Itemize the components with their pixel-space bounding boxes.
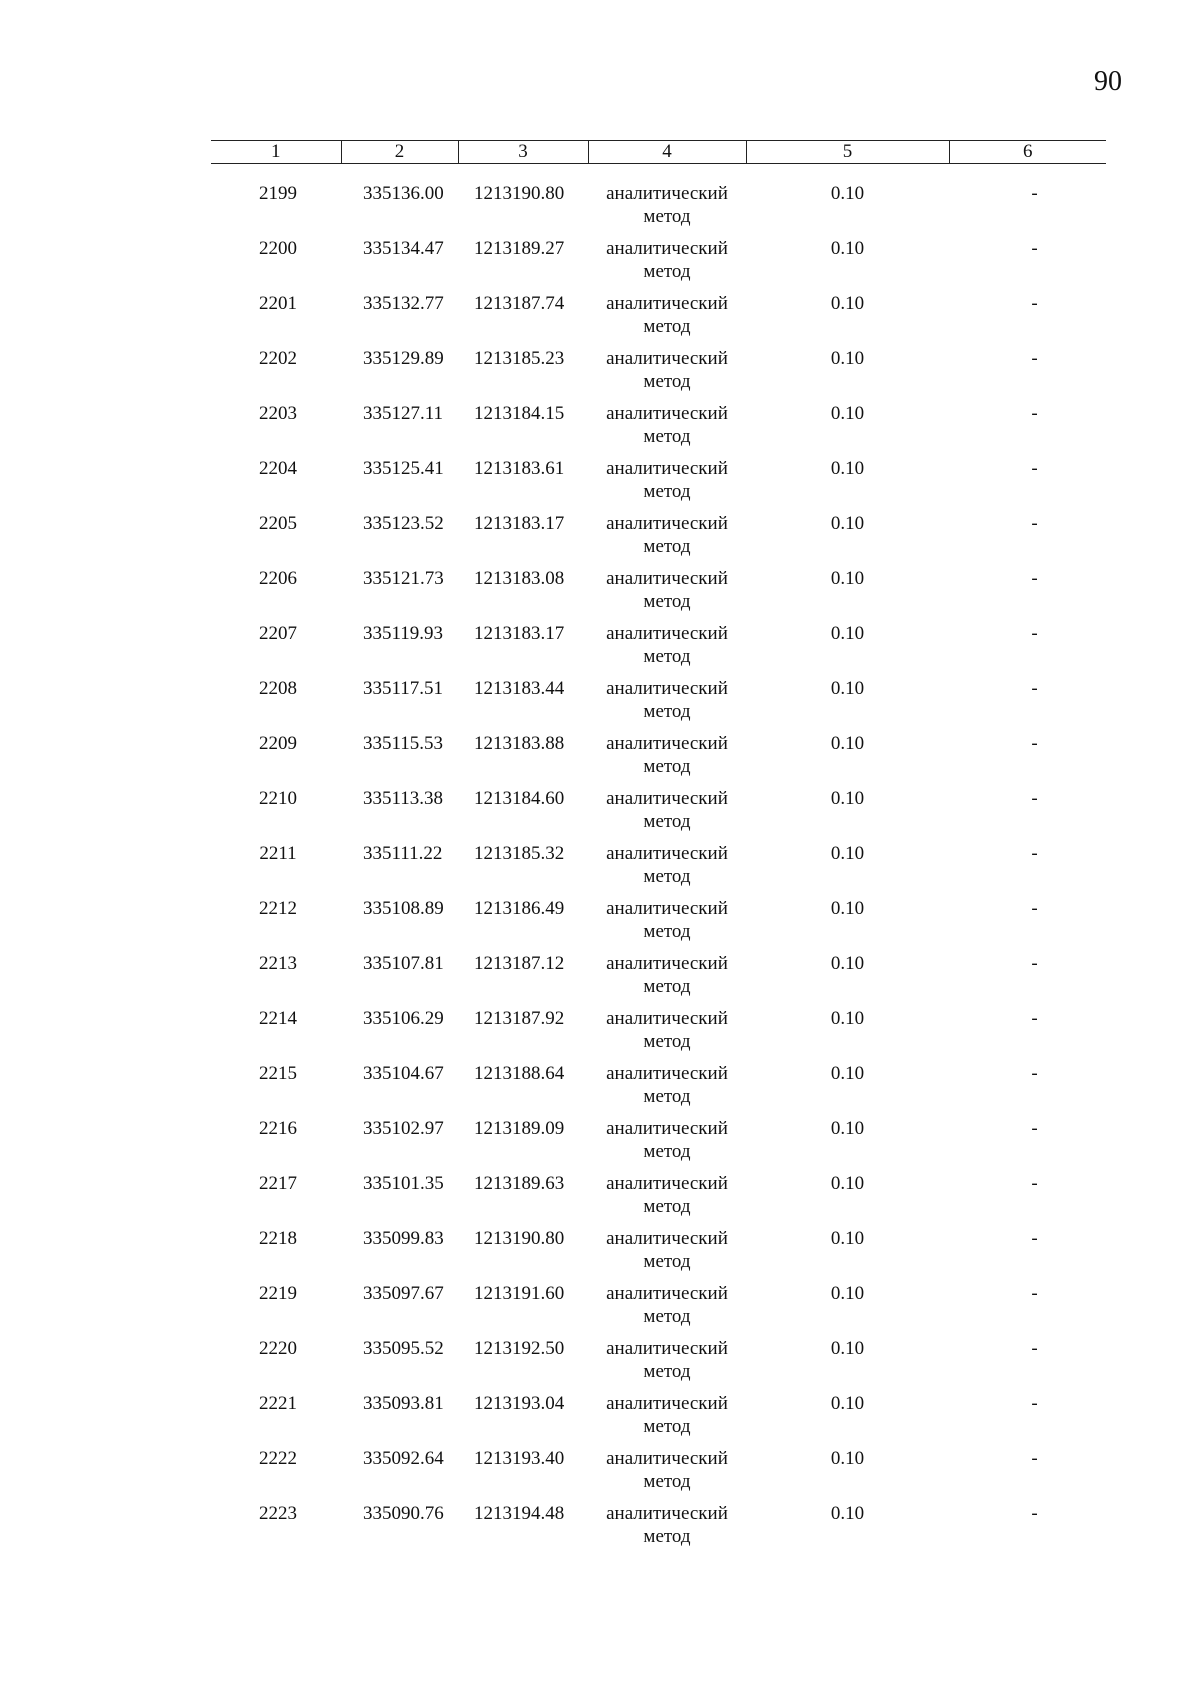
x-coordinate-cell: 335104.67: [363, 1063, 444, 1084]
accuracy-cell: 0.10: [830, 678, 865, 699]
y-coordinate-cell: 1213183.08: [474, 568, 565, 589]
method-cell: [588, 677, 746, 732]
method-cell: [588, 622, 746, 677]
table-row: [211, 677, 1106, 732]
method-line-1: аналитический: [606, 513, 728, 534]
note-cell: -: [1031, 1503, 1038, 1524]
note-cell: -: [1031, 1118, 1038, 1139]
method-line-1: аналитический: [606, 788, 728, 809]
y-coordinate-cell: 1213193.04: [474, 1393, 565, 1414]
accuracy-cell: 0.10: [830, 568, 865, 589]
y-coordinate-cell: 1213190.80: [474, 183, 565, 204]
y-coordinate-cell: 1213188.64: [474, 1063, 565, 1084]
x-coordinate-cell: 335108.89: [363, 898, 444, 919]
method-line-1: аналитический: [606, 623, 728, 644]
x-coordinate-cell: 335097.67: [363, 1283, 444, 1304]
note-cell: -: [1031, 183, 1038, 204]
table-row: [211, 1227, 1106, 1282]
method-cell: [588, 292, 746, 347]
method-cell: [588, 1062, 746, 1117]
y-coordinate-cell: 1213186.49: [474, 898, 565, 919]
page-number: 90: [1094, 66, 1122, 97]
method-cell: [588, 732, 746, 787]
accuracy-cell: 0.10: [830, 1503, 865, 1524]
note-cell: -: [1031, 733, 1038, 754]
method-line-1: аналитический: [606, 953, 728, 974]
method-line-1: аналитический: [606, 1393, 728, 1414]
y-coordinate-cell: 1213187.12: [474, 953, 565, 974]
coordinates-table-container: [211, 140, 1106, 1557]
y-coordinate-cell: 1213183.88: [474, 733, 565, 754]
header-col-3: 3: [458, 141, 588, 164]
method-line-1: аналитический: [606, 1283, 728, 1304]
method-line-1: аналитический: [606, 348, 728, 369]
x-coordinate-cell: 335099.83: [363, 1228, 444, 1249]
method-cell: [588, 1172, 746, 1227]
header-row: [211, 141, 1106, 164]
table-row: [211, 512, 1106, 567]
note-cell: -: [1031, 1283, 1038, 1304]
point-number-cell: 2205: [259, 513, 297, 534]
point-number-cell: 2208: [259, 678, 297, 699]
table-row: [211, 567, 1106, 622]
note-cell: -: [1031, 348, 1038, 369]
point-number-cell: 2222: [259, 1448, 297, 1469]
accuracy-cell: 0.10: [830, 1008, 865, 1029]
x-coordinate-cell: 335127.11: [363, 403, 444, 424]
method-line-2: метод: [643, 206, 691, 227]
point-number-cell: 2218: [259, 1228, 297, 1249]
point-number-cell: 2204: [259, 458, 297, 479]
accuracy-cell: 0.10: [830, 403, 865, 424]
accuracy-cell: 0.10: [830, 458, 865, 479]
method-cell: [588, 457, 746, 512]
method-line-2: метод: [643, 646, 691, 667]
method-line-1: аналитический: [606, 1503, 728, 1524]
method-cell: [588, 952, 746, 1007]
table-row: [211, 1337, 1106, 1392]
table-row: [211, 237, 1106, 292]
method-line-2: метод: [643, 261, 691, 282]
note-cell: -: [1031, 293, 1038, 314]
accuracy-cell: 0.10: [830, 843, 865, 864]
note-cell: -: [1031, 1063, 1038, 1084]
note-cell: -: [1031, 1393, 1038, 1414]
method-line-2: метод: [643, 866, 691, 887]
point-number-cell: 2220: [259, 1338, 297, 1359]
method-line-2: метод: [643, 1361, 691, 1382]
method-line-1: аналитический: [606, 1173, 728, 1194]
note-cell: -: [1031, 953, 1038, 974]
x-coordinate-cell: 335134.47: [363, 238, 444, 259]
accuracy-cell: 0.10: [830, 953, 865, 974]
method-cell: [588, 512, 746, 567]
accuracy-cell: 0.10: [830, 1118, 865, 1139]
x-coordinate-cell: 335121.73: [363, 568, 444, 589]
point-number-cell: 2201: [259, 293, 297, 314]
note-cell: -: [1031, 403, 1038, 424]
table-row: [211, 1117, 1106, 1172]
accuracy-cell: 0.10: [830, 1173, 865, 1194]
point-number-cell: 2211: [259, 843, 297, 864]
header-col-5: 5: [746, 141, 949, 164]
table-row: [211, 952, 1106, 1007]
x-coordinate-cell: 335129.89: [363, 348, 444, 369]
method-line-2: метод: [643, 316, 691, 337]
note-cell: -: [1031, 843, 1038, 864]
accuracy-cell: 0.10: [830, 238, 865, 259]
x-coordinate-cell: 335101.35: [363, 1173, 444, 1194]
point-number-cell: 2215: [259, 1063, 297, 1084]
x-coordinate-cell: 335095.52: [363, 1338, 444, 1359]
point-number-cell: 2221: [259, 1393, 297, 1414]
method-line-1: аналитический: [606, 183, 728, 204]
x-coordinate-cell: 335093.81: [363, 1393, 444, 1414]
method-line-2: метод: [643, 1196, 691, 1217]
method-line-1: аналитический: [606, 568, 728, 589]
method-cell: [588, 237, 746, 292]
table-row: [211, 1447, 1106, 1502]
method-line-2: метод: [643, 701, 691, 722]
table-row: [211, 457, 1106, 512]
y-coordinate-cell: 1213183.17: [474, 513, 565, 534]
note-cell: -: [1031, 1228, 1038, 1249]
note-cell: -: [1031, 1173, 1038, 1194]
accuracy-cell: 0.10: [830, 293, 865, 314]
point-number-cell: 2216: [259, 1118, 297, 1139]
table-row: [211, 402, 1106, 457]
note-cell: -: [1031, 1448, 1038, 1469]
note-cell: -: [1031, 513, 1038, 534]
note-cell: -: [1031, 1338, 1038, 1359]
accuracy-cell: 0.10: [830, 1283, 865, 1304]
method-cell: [588, 842, 746, 897]
method-line-1: аналитический: [606, 1118, 728, 1139]
accuracy-cell: 0.10: [830, 1063, 865, 1084]
table-row: [211, 1282, 1106, 1337]
note-cell: -: [1031, 678, 1038, 699]
method-line-1: аналитический: [606, 1063, 728, 1084]
method-cell: [588, 897, 746, 952]
accuracy-cell: 0.10: [830, 1338, 865, 1359]
x-coordinate-cell: 335123.52: [363, 513, 444, 534]
point-number-cell: 2209: [259, 733, 297, 754]
y-coordinate-cell: 1213185.23: [474, 348, 565, 369]
y-coordinate-cell: 1213192.50: [474, 1338, 565, 1359]
method-line-2: метод: [643, 1306, 691, 1327]
method-line-1: аналитический: [606, 898, 728, 919]
point-number-cell: 2210: [259, 788, 297, 809]
method-line-1: аналитический: [606, 293, 728, 314]
header-col-1: 1: [211, 141, 341, 164]
y-coordinate-cell: 1213189.63: [474, 1173, 565, 1194]
method-line-2: метод: [643, 1251, 691, 1272]
method-line-2: метод: [643, 481, 691, 502]
x-coordinate-cell: 335125.41: [363, 458, 444, 479]
note-cell: -: [1031, 1008, 1038, 1029]
method-cell: [588, 1502, 746, 1557]
header-col-6: 6: [949, 141, 1106, 164]
y-coordinate-cell: 1213185.32: [474, 843, 565, 864]
x-coordinate-cell: 335117.51: [363, 678, 444, 699]
method-line-1: аналитический: [606, 733, 728, 754]
table-row: [211, 1392, 1106, 1447]
y-coordinate-cell: 1213187.74: [474, 293, 565, 314]
y-coordinate-cell: 1213187.92: [474, 1008, 565, 1029]
x-coordinate-cell: 335107.81: [363, 953, 444, 974]
y-coordinate-cell: 1213193.40: [474, 1448, 565, 1469]
accuracy-cell: 0.10: [830, 733, 865, 754]
method-line-2: метод: [643, 591, 691, 612]
note-cell: -: [1031, 788, 1038, 809]
table-row: [211, 1062, 1106, 1117]
table-row: [211, 622, 1106, 677]
x-coordinate-cell: 335119.93: [363, 623, 444, 644]
table-row: [211, 182, 1106, 237]
method-cell: [588, 402, 746, 457]
method-line-1: аналитический: [606, 1228, 728, 1249]
header-col-4: 4: [588, 141, 746, 164]
accuracy-cell: 0.10: [830, 348, 865, 369]
header-col-2: 2: [341, 141, 458, 164]
method-cell: [588, 1447, 746, 1502]
y-coordinate-cell: 1213189.27: [474, 238, 565, 259]
point-number-cell: 2213: [259, 953, 297, 974]
y-coordinate-cell: 1213190.80: [474, 1228, 565, 1249]
note-cell: -: [1031, 568, 1038, 589]
point-number-cell: 2212: [259, 898, 297, 919]
table-row: [211, 897, 1106, 952]
method-cell: [588, 567, 746, 622]
x-coordinate-cell: 335113.38: [363, 788, 444, 809]
x-coordinate-cell: 335102.97: [363, 1118, 444, 1139]
point-number-cell: 2200: [259, 238, 297, 259]
method-cell: [588, 1337, 746, 1392]
x-coordinate-cell: 335090.76: [363, 1503, 444, 1524]
table-row: [211, 1502, 1106, 1557]
method-line-2: метод: [643, 1526, 691, 1547]
method-line-2: метод: [643, 756, 691, 777]
method-line-2: метод: [643, 371, 691, 392]
table-row: [211, 732, 1106, 787]
table-header: [211, 141, 1106, 164]
x-coordinate-cell: 335092.64: [363, 1448, 444, 1469]
point-number-cell: 2207: [259, 623, 297, 644]
method-cell: [588, 1007, 746, 1062]
method-line-2: метод: [643, 1416, 691, 1437]
method-line-2: метод: [643, 811, 691, 832]
y-coordinate-cell: 1213183.61: [474, 458, 565, 479]
table-row: [211, 787, 1106, 842]
method-cell: [588, 1117, 746, 1172]
accuracy-cell: 0.10: [830, 1448, 865, 1469]
accuracy-cell: 0.10: [830, 1228, 865, 1249]
accuracy-cell: 0.10: [830, 623, 865, 644]
point-number-cell: 2219: [259, 1283, 297, 1304]
method-line-2: метод: [643, 976, 691, 997]
accuracy-cell: 0.10: [830, 898, 865, 919]
method-line-2: метод: [643, 1086, 691, 1107]
method-cell: [588, 1227, 746, 1282]
method-line-2: метод: [643, 1471, 691, 1492]
point-number-cell: 2223: [259, 1503, 297, 1524]
point-number-cell: 2217: [259, 1173, 297, 1194]
method-line-2: метод: [643, 426, 691, 447]
y-coordinate-cell: 1213194.48: [474, 1503, 565, 1524]
coordinates-table: [211, 140, 1106, 1557]
accuracy-cell: 0.10: [830, 1393, 865, 1414]
x-coordinate-cell: 335115.53: [363, 733, 444, 754]
point-number-cell: 2214: [259, 1008, 297, 1029]
header-spacer: [211, 164, 1106, 183]
note-cell: -: [1031, 238, 1038, 259]
method-line-2: метод: [643, 921, 691, 942]
method-line-2: метод: [643, 1031, 691, 1052]
point-number-cell: 2202: [259, 348, 297, 369]
table-row: [211, 1172, 1106, 1227]
x-coordinate-cell: 335106.29: [363, 1008, 444, 1029]
method-line-1: аналитический: [606, 843, 728, 864]
x-coordinate-cell: 335136.00: [363, 183, 444, 204]
note-cell: -: [1031, 623, 1038, 644]
table-body: [211, 164, 1106, 1558]
accuracy-cell: 0.10: [830, 788, 865, 809]
method-line-1: аналитический: [606, 238, 728, 259]
y-coordinate-cell: 1213183.17: [474, 623, 565, 644]
table-row: [211, 347, 1106, 402]
x-coordinate-cell: 335111.22: [363, 843, 443, 864]
y-coordinate-cell: 1213191.60: [474, 1283, 565, 1304]
y-coordinate-cell: 1213184.60: [474, 788, 565, 809]
y-coordinate-cell: 1213183.44: [474, 678, 565, 699]
note-cell: -: [1031, 898, 1038, 919]
table-row: [211, 292, 1106, 347]
y-coordinate-cell: 1213189.09: [474, 1118, 565, 1139]
method-line-1: аналитический: [606, 403, 728, 424]
point-number-cell: 2206: [259, 568, 297, 589]
table-row: [211, 842, 1106, 897]
method-line-1: аналитический: [606, 1448, 728, 1469]
method-line-1: аналитический: [606, 1338, 728, 1359]
method-line-1: аналитический: [606, 678, 728, 699]
method-cell: [588, 347, 746, 402]
accuracy-cell: 0.10: [830, 513, 865, 534]
method-line-2: метод: [643, 1141, 691, 1162]
method-line-2: метод: [643, 536, 691, 557]
point-number-cell: 2199: [259, 183, 297, 204]
method-cell: [588, 1282, 746, 1337]
method-line-1: аналитический: [606, 1008, 728, 1029]
note-cell: -: [1031, 458, 1038, 479]
method-cell: [588, 182, 746, 237]
point-number-cell: 2203: [259, 403, 297, 424]
table-row: [211, 1007, 1106, 1062]
x-coordinate-cell: 335132.77: [363, 293, 444, 314]
accuracy-cell: 0.10: [830, 183, 865, 204]
method-cell: [588, 787, 746, 842]
y-coordinate-cell: 1213184.15: [474, 403, 565, 424]
method-cell: [588, 1392, 746, 1447]
method-line-1: аналитический: [606, 458, 728, 479]
